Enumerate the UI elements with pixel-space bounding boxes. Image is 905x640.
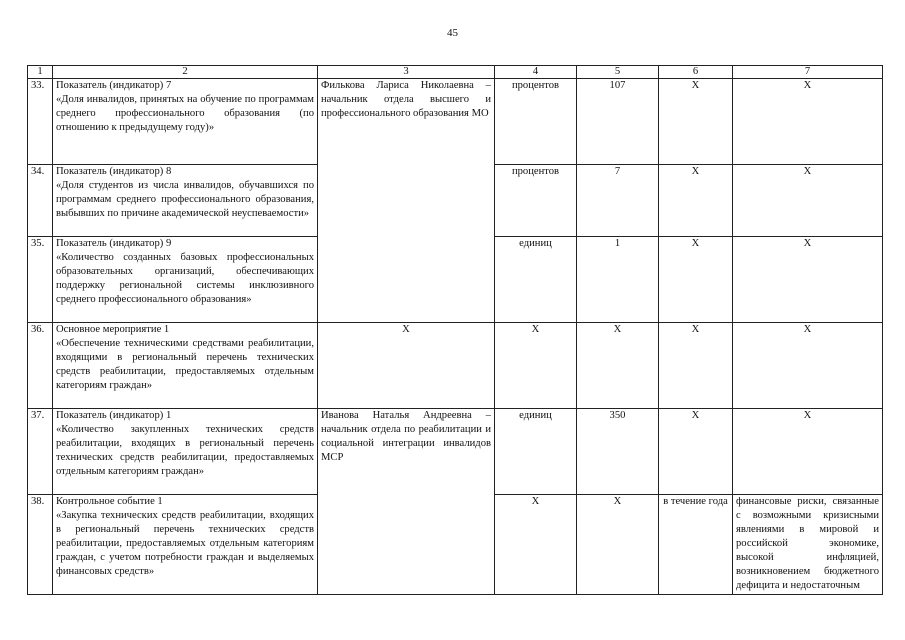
value-cell: 7 — [577, 165, 659, 237]
risk-cell: Х — [733, 79, 883, 165]
header-cell: 3 — [318, 66, 495, 79]
risk-cell: Х — [733, 237, 883, 323]
unit-cell: процентов — [495, 79, 577, 165]
row-text: «Количество созданных базовых профессиональных образовательных организаций, обеспечивающих поддержку региональной системы инклюзивного среднего профессионального образования» — [56, 252, 314, 305]
header-cell: 5 — [577, 66, 659, 79]
row-description — [53, 495, 318, 595]
value-cell: 107 — [577, 79, 659, 165]
row-description — [53, 79, 318, 165]
period-cell: в течение года — [659, 495, 733, 595]
row-title: Показатель (индикатор) 7 — [56, 80, 172, 91]
table-row — [28, 323, 883, 409]
row-title: Показатель (индикатор) 1 — [56, 410, 172, 421]
indicators-table — [27, 65, 883, 595]
risk-cell: Х — [733, 323, 883, 409]
risk-cell: Х — [733, 409, 883, 495]
row-text: «Количество закупленных технических средств реабилитации, входящих в региональный перечень технических средств реабилитации, предоставляемых отдельным категориям граждан» — [56, 424, 314, 477]
row-title: Основное мероприятие 1 — [56, 324, 170, 335]
header-cell: 1 — [28, 66, 53, 79]
responsible-cell: Х — [318, 323, 495, 409]
row-number: 33. — [28, 79, 53, 165]
row-number: 36. — [28, 323, 53, 409]
period-cell: Х — [659, 165, 733, 237]
value-cell: 350 — [577, 409, 659, 495]
responsible-cell: Иванова Наталья Андреевна – начальник отдела по реабилитации и социальной интеграции инвалидов МСР — [318, 409, 495, 595]
period-cell: Х — [659, 409, 733, 495]
risk-cell: финансовые риски, связанные с возможными кризисными явлениями в мировой и российской экономике, высокой инфляцией, возникновением бюджетного дефицита и недостаточным — [733, 495, 883, 595]
row-title: Показатель (индикатор) 9 — [56, 238, 172, 249]
header-row — [28, 66, 883, 79]
unit-cell: единиц — [495, 409, 577, 495]
risk-cell: Х — [733, 165, 883, 237]
header-cell: 2 — [53, 66, 318, 79]
row-title: Показатель (индикатор) 8 — [56, 166, 172, 177]
row-text: «Закупка технических средств реабилитации, входящих в региональный перечень технических средств реабилитации, предоставляемых отдельным категориям граждан, с учетом потребности граждан и выделяемых финансовых средств» — [56, 510, 314, 577]
row-description — [53, 237, 318, 323]
row-number: 38. — [28, 495, 53, 595]
value-cell: Х — [577, 323, 659, 409]
header-cell: 6 — [659, 66, 733, 79]
row-description — [53, 323, 318, 409]
unit-cell: процентов — [495, 165, 577, 237]
responsible-cell: Филькова Лариса Николаевна – начальник отдела высшего и профессионального образования МО — [318, 79, 495, 323]
row-text: «Доля студентов из числа инвалидов, обучавшихся по программам среднего профессионального образования, выбывших по причине академической неуспеваемости» — [56, 180, 314, 219]
table-row — [28, 409, 883, 495]
row-number: 35. — [28, 237, 53, 323]
value-cell: Х — [577, 495, 659, 595]
row-text: «Доля инвалидов, принятых на обучение по программам среднего профессионального образования (по отношению к предыдущему году)» — [56, 94, 314, 133]
value-cell: 1 — [577, 237, 659, 323]
header-cell: 4 — [495, 66, 577, 79]
unit-cell: единиц — [495, 237, 577, 323]
unit-cell: Х — [495, 323, 577, 409]
unit-cell: Х — [495, 495, 577, 595]
period-cell: Х — [659, 79, 733, 165]
period-cell: Х — [659, 323, 733, 409]
row-title: Контрольное событие 1 — [56, 496, 163, 507]
header-cell: 7 — [733, 66, 883, 79]
table-row — [28, 79, 883, 165]
row-number: 37. — [28, 409, 53, 495]
period-cell: Х — [659, 237, 733, 323]
row-description — [53, 165, 318, 237]
row-number: 34. — [28, 165, 53, 237]
page-number: 45 — [447, 27, 458, 39]
row-description — [53, 409, 318, 495]
row-text: «Обеспечение техническими средствами реабилитации, входящими в региональный перечень технических средств реабилитации, предоставляемых отдельным категориям граждан» — [56, 338, 314, 391]
